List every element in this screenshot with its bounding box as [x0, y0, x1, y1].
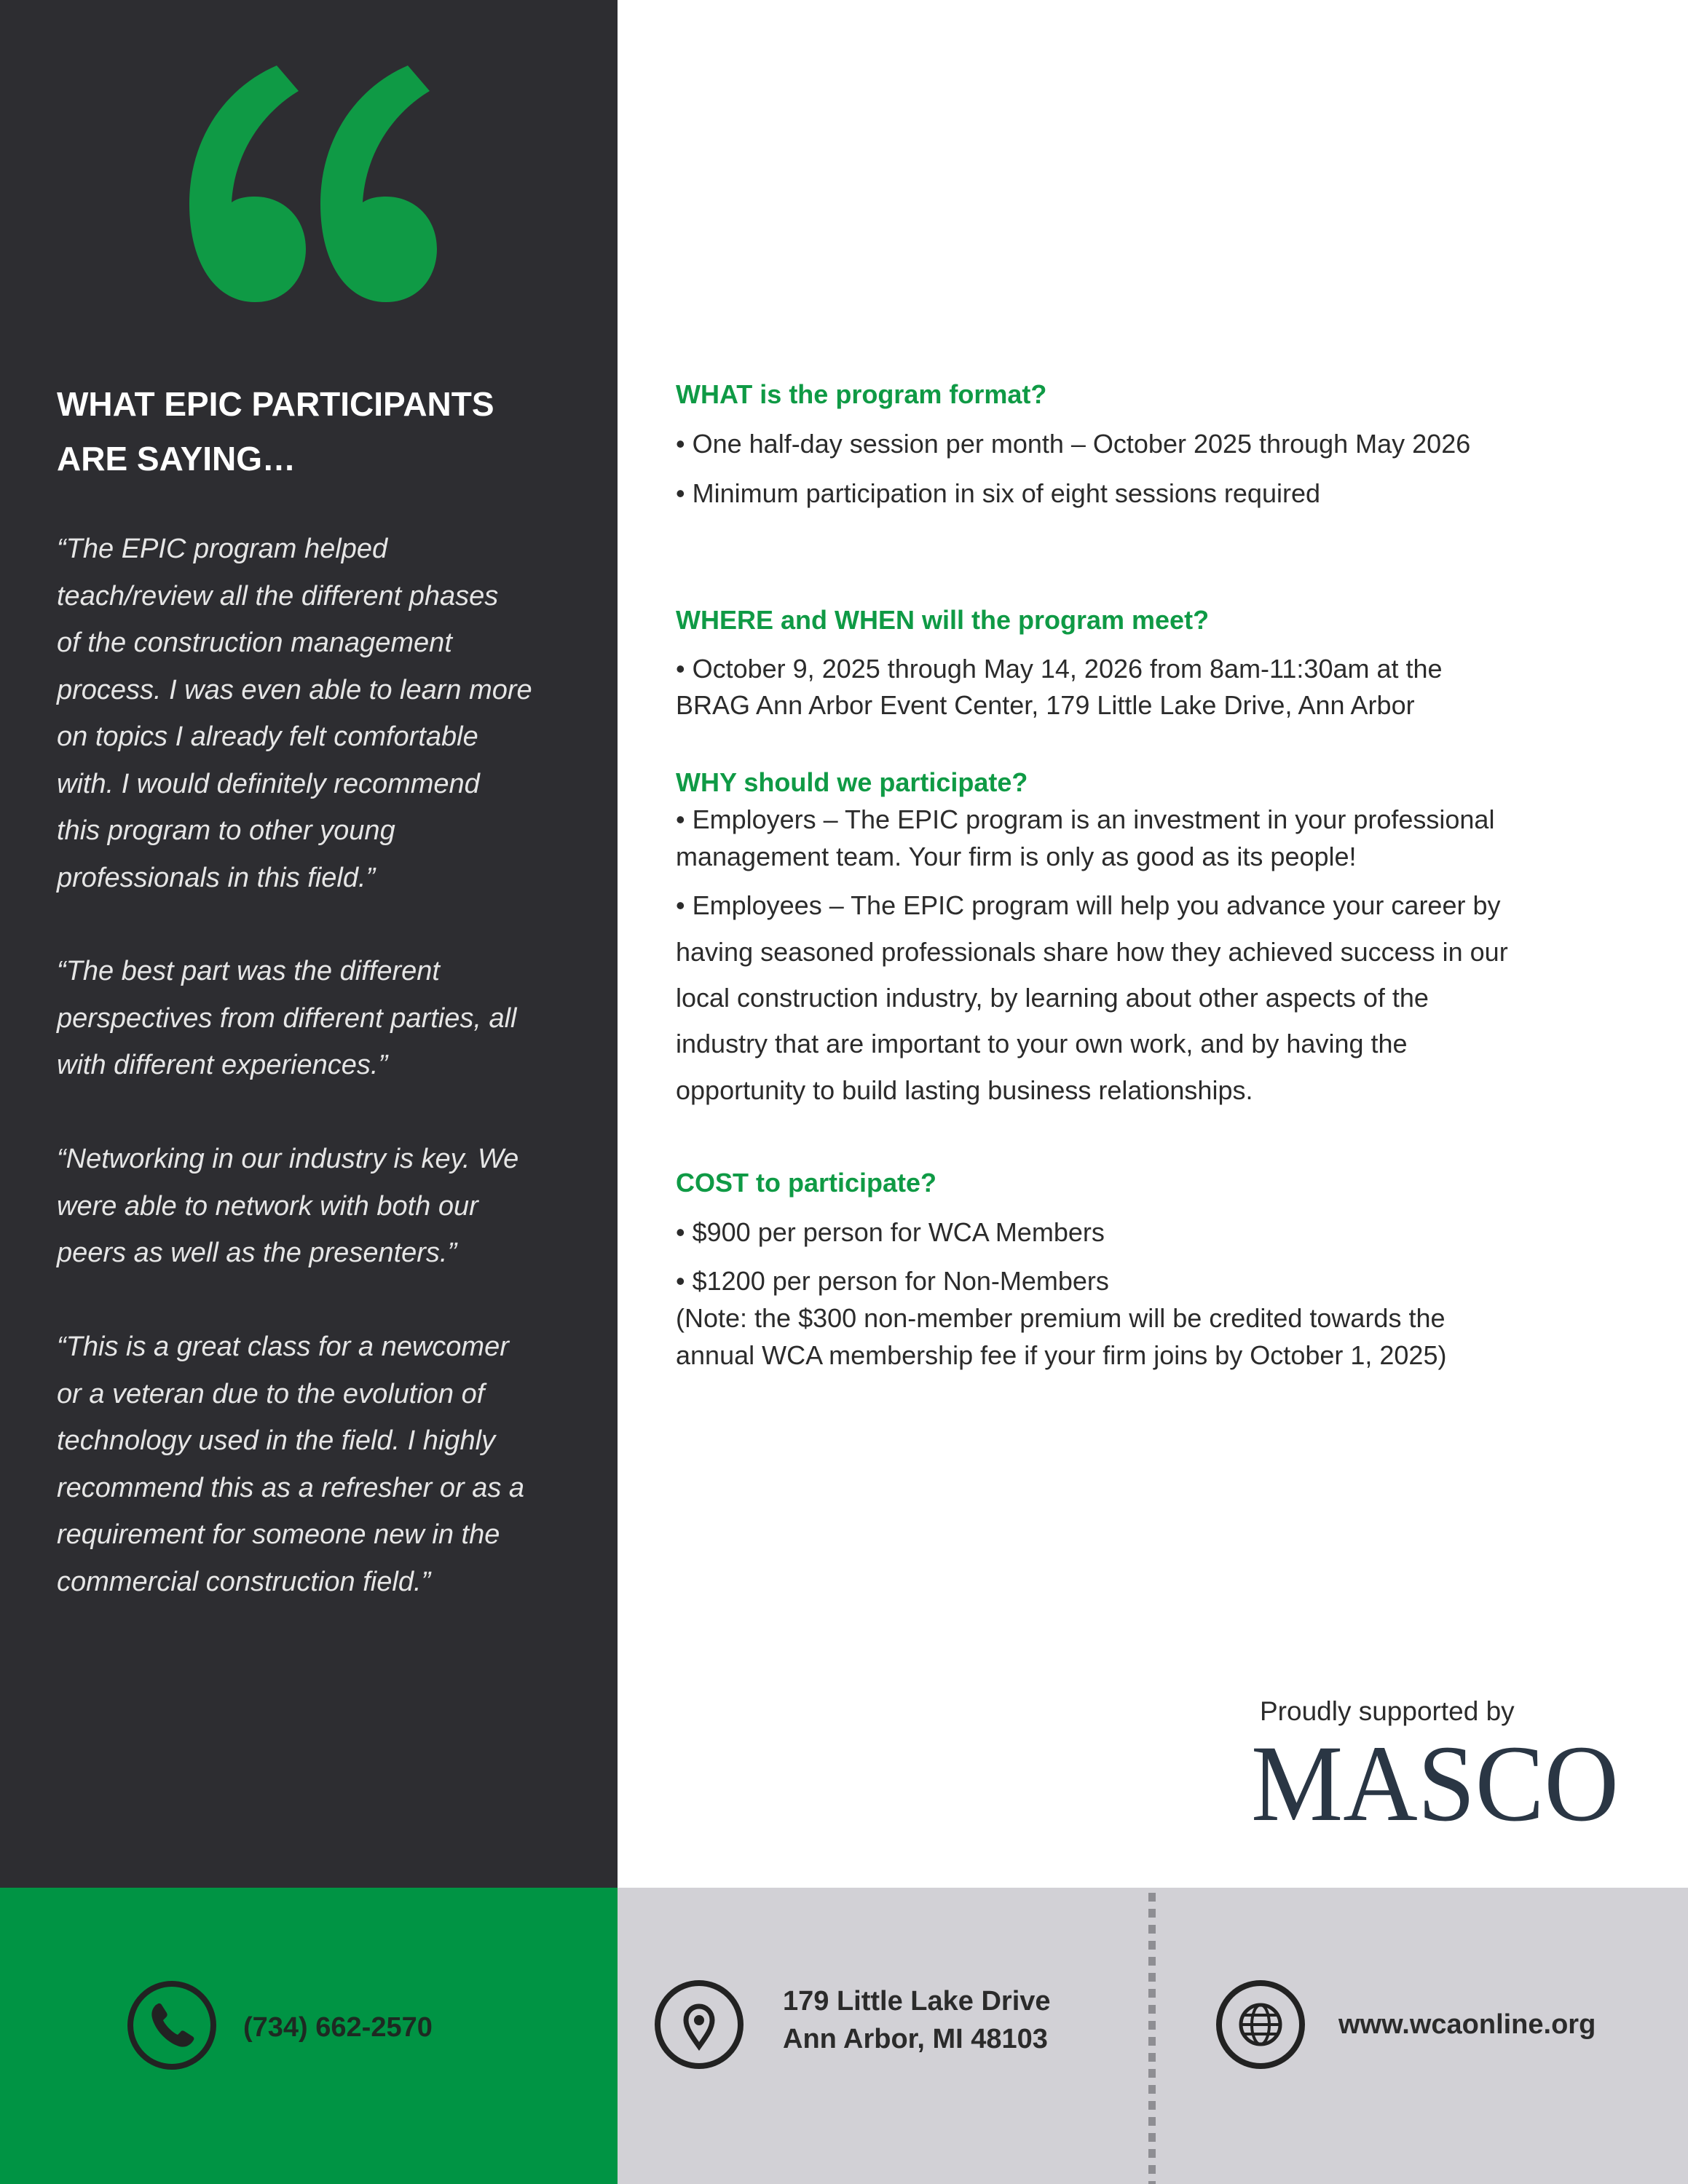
- why-line: • Employers – The EPIC program is an investment in your professional: [676, 804, 1495, 834]
- testimonial-3: “Networking in our industry is key. We were able to network with both our peers as well as the presenters.”: [57, 1144, 519, 1268]
- website-link[interactable]: www.wcaonline.org: [1338, 2009, 1596, 2040]
- address: 179 Little Lake Drive Ann Arbor, MI 48103: [783, 1986, 1051, 2054]
- why-line: industry that are important to your own work, and by having the: [676, 1029, 1408, 1059]
- why-line: • Employees – The EPIC program will help you advance your career by: [676, 890, 1501, 920]
- svg-text:MASCO: MASCO: [1251, 1747, 1619, 1827]
- masco-logo: [1251, 1747, 1622, 1827]
- phone-icon[interactable]: [127, 1980, 217, 2070]
- testimonial-4: “This is a great class for a newcomer or a veteran due to the evolution of technology used in the field. I highly recommend this as a refresher or as a requirement for someone new in the commercial construction field.”: [57, 1332, 525, 1597]
- cost-line: • $1200 per person for Non-Members: [676, 1266, 1109, 1296]
- why-line: having seasoned professionals share how they achieved success in our: [676, 937, 1508, 967]
- testimonial-2: “The best part was the different perspectives from different parties, all with different experiences.”: [57, 956, 517, 1080]
- globe-icon: [1215, 1979, 1306, 2070]
- testimonials-heading: WHAT EPIC PARTICIPANTS ARE SAYING…: [57, 385, 494, 478]
- quote-mark-icon: [182, 58, 437, 320]
- where-heading: WHERE and WHEN will the program meet?: [676, 605, 1210, 635]
- phone-number[interactable]: (734) 662-2570: [243, 2012, 433, 2043]
- format-line: • One half-day session per month – October 2025 through May 2026: [676, 429, 1471, 459]
- why-line: opportunity to build lasting business relationships.: [676, 1075, 1253, 1105]
- cost-heading: COST to participate?: [676, 1168, 937, 1198]
- cost-line: annual WCA membership fee if your firm joins by October 1, 2025): [676, 1340, 1447, 1370]
- format-heading: WHAT is the program format?: [676, 379, 1047, 409]
- testimonial-1: “The EPIC program helped teach/review all the different phases of the construction management process. I was even able to learn more on topics I already felt comfortable with. I would definitely recommend this program to other young professionals in this field.”: [57, 534, 532, 893]
- cost-line: (Note: the $300 non-member premium will be credited towards the: [676, 1303, 1446, 1333]
- location-pin-icon: [654, 1979, 744, 2070]
- where-line: BRAG Ann Arbor Event Center, 179 Little Lake Drive, Ann Arbor: [676, 690, 1415, 720]
- cost-line: • $900 per person for WCA Members: [676, 1217, 1105, 1247]
- format-line: • Minimum participation in six of eight sessions required: [676, 478, 1320, 508]
- where-line: • October 9, 2025 through May 14, 2026 from 8am-11:30am at the: [676, 654, 1443, 684]
- sponsor-label: Proudly supported by: [1260, 1696, 1515, 1726]
- footer-divider: [1148, 1893, 1156, 2184]
- why-line: management team. Your firm is only as good as its people!: [676, 842, 1357, 871]
- why-heading: WHY should we participate?: [676, 767, 1028, 797]
- why-line: local construction industry, by learning about other aspects of the: [676, 983, 1429, 1013]
